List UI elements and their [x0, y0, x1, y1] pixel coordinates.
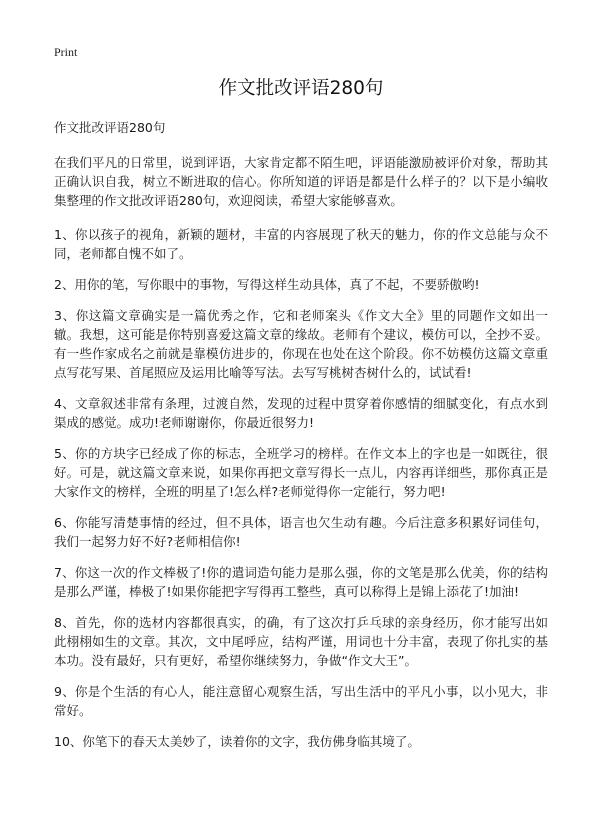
comment-paragraph: 2、用你的笔，写你眼中的事物，写得这样生动具体，真了不起，不要骄傲哟! — [54, 277, 480, 292]
intro-paragraph: 在我们平凡的日常里，说到评语，大家肯定都不陌生吧，评语能激励被评价对象，帮助其正确认识自我，树立不断进取的信心。你所知道的评语是都是什么样子的？以下是小编收集整理的作文批改评语280句，欢迎阅读，希望大家能够喜欢。 — [54, 155, 548, 208]
comment-paragraph: 1、你以孩子的视角，新颖的题材，丰富的内容展现了秋天的魅力，你的作文总能与众不同，老师都自愧不如了。 — [54, 227, 548, 261]
print-link[interactable]: Print — [54, 45, 78, 59]
comment-paragraph: 4、文章叙述非常有条理，过渡自然，发现的过程中贯穿着你感情的细腻变化，有点水到渠成的感觉。成功!老师谢谢你，你最近很努力! — [54, 396, 548, 430]
comment-paragraph: 8、首先，你的选材内容都很真实，的确，有了这次打乒乓球的亲身经历，你才能写出如此栩栩如生的文章。其次，文中尾呼应，结构严谨，用词也十分丰富，表现了你扎实的基本功。没有最好，只有更好，希望你继续努力，争做“作文大王”。 — [54, 615, 548, 668]
article-subtitle: 作文批改评语280句 — [54, 120, 166, 135]
comment-paragraph: 3、你这篇文章确实是一篇优秀之作，它和老师案头《作文大全》里的同题作文如出一辙。我想，这可能是你特别喜爱这篇文章的缘故。老师有个建议，模仿可以，全抄不妥。有一些作家成名之前就是靠模仿进步的，你现在也处在这个阶段。你不妨模仿这篇文章重点写花写果、首尾照应及运用比喻等写法。去写写桃树杏树什么的，试试看! — [54, 308, 548, 380]
comment-paragraph: 5、你的方块字已经成了你的标志，全班学习的榜样。在作文本上的字也是一如既往，很好。可是，就这篇文章来说，如果你再把文章写得长一点儿，内容再详细些，那你真正是大家作文的榜样，全班的明星了!怎么样?老师觉得你一定能行，努力吧! — [54, 446, 548, 499]
comment-paragraph: 6、你能写清楚事情的经过，但不具体，语言也欠生动有趣。今后注意多积累好词佳句，我们一起努力好不好?老师相信你! — [54, 515, 548, 549]
comment-paragraph: 7、你这一次的作文棒极了!你的遣词造句能力是那么强，你的文笔是那么优美，你的结构是那么严谨，棒极了!如果你能把字写得再工整些，真可以称得上是锦上添花了!加油! — [54, 565, 548, 599]
page-title: 作文批改评语280句 — [218, 78, 384, 99]
comment-paragraph: 10、你笔下的春天太美妙了，读着你的文字，我仿佛身临其境了。 — [54, 734, 420, 749]
comment-paragraph: 9、你是个生活的有心人，能注意留心观察生活，写出生活中的平凡小事，以小见大，非常好。 — [54, 684, 548, 718]
